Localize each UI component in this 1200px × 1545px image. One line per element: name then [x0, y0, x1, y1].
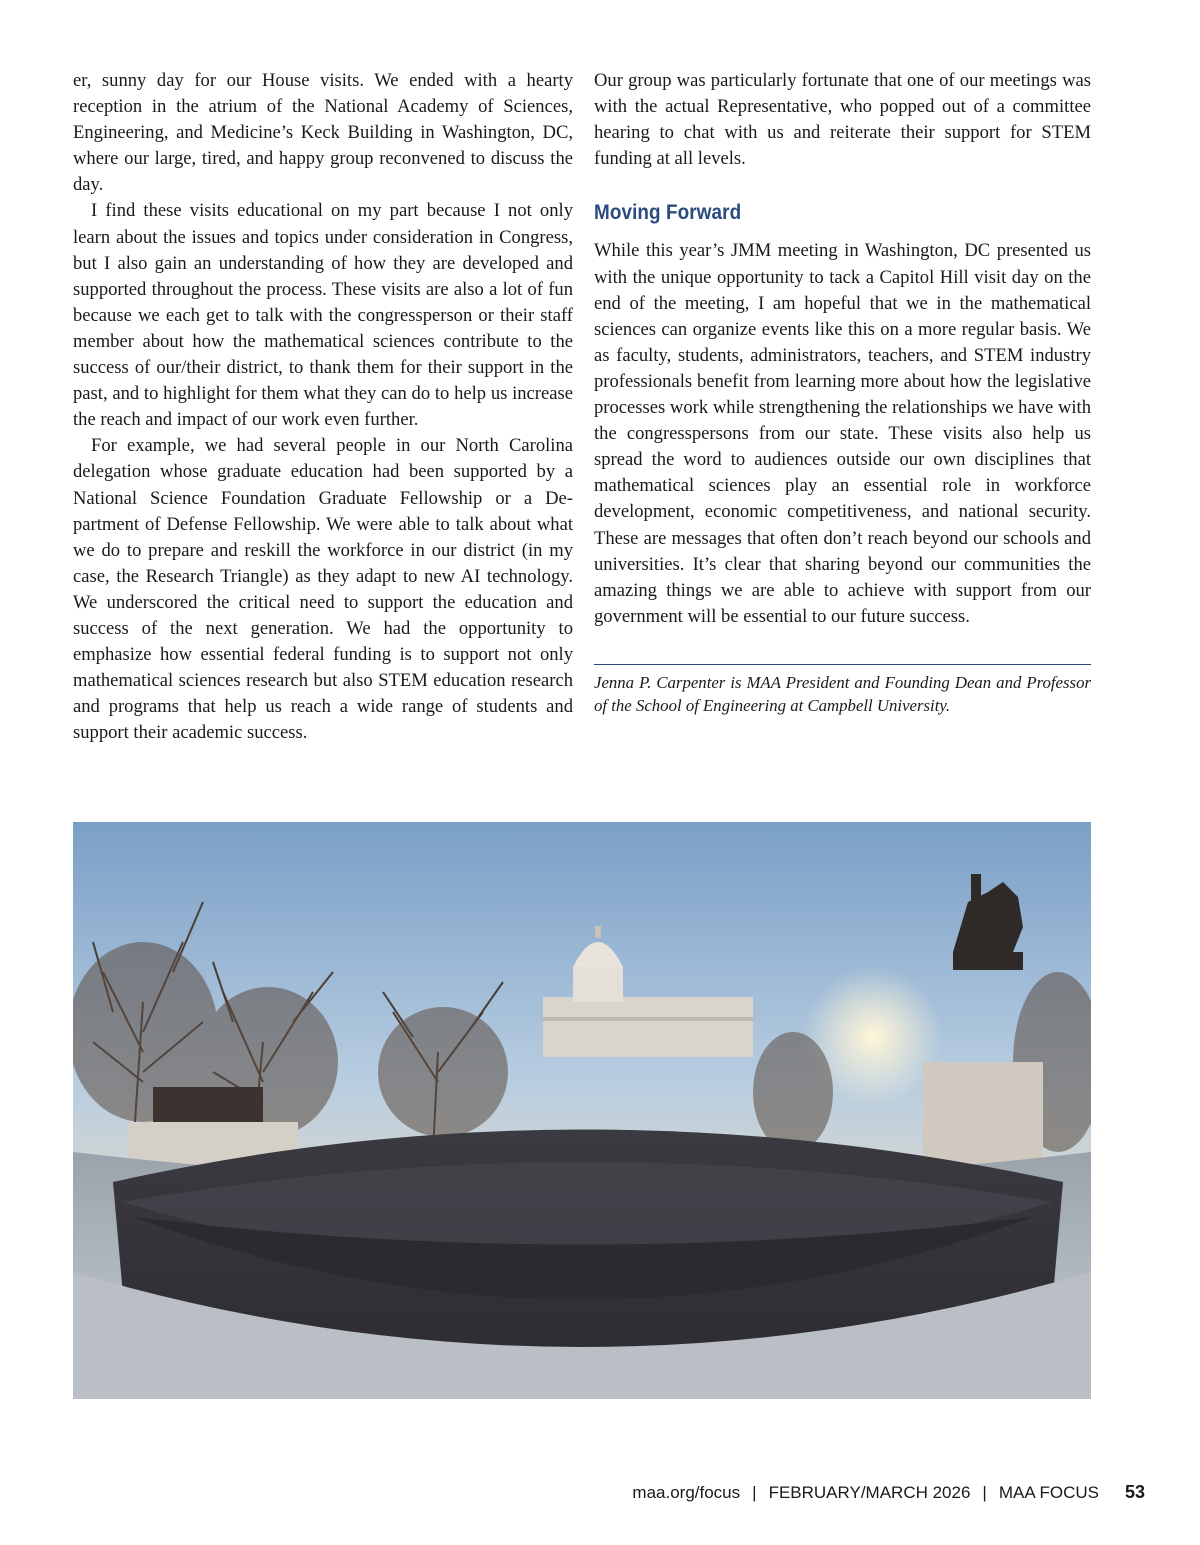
footer-url[interactable]: maa.org/focus: [632, 1482, 741, 1502]
paragraph: er, sunny day for our House visits. We ended with a hearty reception in the atrium of the National Academy of Sciences, Engineering, and Medicine’s Keck Building in Washington, DC, where our large, tired, and happy group reconvened to discuss the day.: [73, 70, 573, 196]
group-photo-illustration: [73, 822, 1091, 1399]
bio-divider: [594, 664, 1091, 665]
author-bio: Jenna P. Carpenter is MAA President and Founding Dean and Professor of the School of Engineering at Campbell University.: [594, 672, 1091, 715]
footer-magazine: MAA FOCUS: [998, 1482, 1099, 1502]
page-number: 53: [1124, 1482, 1145, 1502]
group-photo: [73, 822, 1091, 1399]
footer-issue: FEBRUARY/MARCH 2026: [768, 1482, 971, 1502]
paragraph: While this year’s JMM meeting in Washington, DC presented us with the unique opportunity to tack a Capitol Hill visit day on the end of the meeting, I am hopeful that we in the mathematical sciences can organize events like this on a more regular basis. We as faculty, students, administrators, teachers, and STEM industry professionals benefit from learning more about how the legislative processes work while strengthening the relationships we have with the congresspersons from our state. These visits also help us spread the word to audiences outside our own disciplines that mathematical sciences play an essential role in workforce development, economic competitiveness, and national security. These are messages that often don’t reach beyond our schools and universities. It’s clear that sharing beyond our communities the amazing things we are able to achieve with support from our government will be essential to our future success.: [594, 240, 1091, 627]
footer-separator: |: [752, 1482, 757, 1502]
paragraph: Our group was particularly fortunate that one of our meetings was with the actual Representative, who popped out of a committee hearing to chat with us and reiterate their support for STEM funding at all levels.: [594, 70, 1091, 170]
page-footer: [632, 1482, 1145, 1503]
left-column: [73, 68, 573, 746]
section-heading: Moving Forward: [594, 201, 742, 225]
right-column: [594, 68, 1091, 717]
paragraph: For example, we had several people in our North Carolina delegation whose graduate education had been supported by a National Science Foundation Graduate Fellowship or a Department of Defense Fellowship. We were able to talk about what we do to prepare and reskill the workforce in our district (in my case, the Research Triangle) as they adapt to new AI technology. We underscored the critical need to support the education and success of the next generation. We had the opportunity to emphasize how essential federal funding is to support not only mathematical sciences research but also STEM education research and programs that help us reach a wide range of students and support their academic success.: [73, 435, 573, 744]
footer-separator: |: [982, 1482, 987, 1502]
paragraph: I find these visits educational on my part because I not only learn about the issues and topics under consideration in Congress, but I also gain an understanding of how they are developed and supported throughout the process. These visits are also a lot of fun because we each get to talk with the congressperson or their staff member about how the mathematical sciences contribute to the success of our/their district, to thank them for their support in the past, and to highlight for them what they can do to help us increase the reach and impact of our work even further.: [73, 200, 573, 431]
